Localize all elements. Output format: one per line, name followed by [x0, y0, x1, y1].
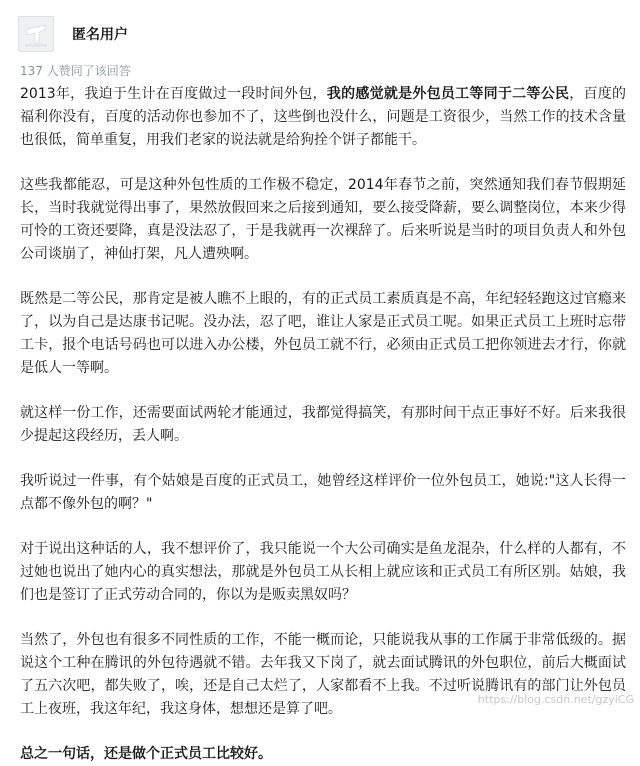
paragraph-2: 这些我都能忍，可是这种外包性质的工作极不稳定，2014年春节之前，突然通知我们春节假期延长，当时我就觉得出事了，果然放假回来之后接到通知，要么接受降薪，要么调整岗位，本来少得可怜的工资还要降，真是没法忍了，于是我就再一次裸辞了。后来听说是当时的项目负责人和外包公司谈崩了，神仙打架，凡人遭殃啊。	[20, 177, 626, 262]
answer-content	[20, 83, 626, 766]
paragraph-7: 当然了，外包也有很多不同性质的工作，不能一概而论，只能说我从事的工作属于非常低级的。据说这个工种在腾讯的外包待遇就不错。去年我又下岗了，就去面试腾讯的外包职位，前后大概面试了五六次吧，都失败了，唉，还是自己太烂了，人家都看不上我。不过听说腾讯有的部门让外包员工上夜班，我这年纪，我这身体，想想还是算了吧。	[20, 632, 626, 717]
paragraph-1-bold-text: 我的感觉就是外包员工等同于二等公民	[326, 86, 570, 102]
paragraph-1-text-end: ，百度的福利你没有，百度的活动你也参加不了，这些倒也没什么，问题是工资很少，当然工作的技术含量也很低，简单重复，用我们老家的说法就是给狗拴个饼子都能干。	[20, 86, 626, 148]
paragraph-3: 既然是二等公民，那肯定是被人瞧不上眼的，有的正式员工素质真是不高，年纪轻轻跑这过官瘾来了，以为自己是达康书记呢。没办法，忍了吧，谁让人家是正式员工呢。如果正式员工上班时忘带工卡，报个电话号码也可以进入办公楼，外包员工就不行，必须由正式员工把你领进去才行，你就是低人一等啊。	[20, 291, 626, 376]
paragraph-5: 我听说过一件事，有个姑娘是百度的正式员工，她曾经这样评价一位外包员工，她说:"这人长得一点都不像外包的啊？"	[20, 473, 626, 512]
author-name[interactable]: 匿名用户	[72, 27, 128, 43]
paragraph-4: 就这样一份工作，还需要面试两轮才能通过，我都觉得搞笑，有那时间干点正事好不好。后来我很少提起这段经历，丢人啊。	[20, 405, 626, 444]
vote-count: 137 人赞同了该回答	[20, 64, 131, 78]
anonymous-avatar-icon	[19, 17, 53, 51]
paragraph-1	[20, 83, 626, 152]
source-watermark: https://blog.csdn.net/gzyiCG	[477, 693, 634, 706]
paragraph-6: 对于说出这种话的人，我不想评价了，我只能说一个大公司确实是鱼龙混杂，什么样的人都有，不过她也说出了她内心的真实想法，那就是外包员工从长相上就应该和正式员工有所区别。姑娘，我们也是签订了正式劳动合同的，你以为是贩卖黑奴吗？	[20, 541, 626, 603]
answer-author-header	[18, 14, 128, 54]
paragraph-conclusion: 总之一句话，还是做个正式员工比较好。	[20, 746, 272, 762]
avatar[interactable]	[18, 16, 54, 52]
paragraph-1-text-start: 2013年，我迫于生计在百度做过一段时间外包，	[20, 86, 327, 102]
